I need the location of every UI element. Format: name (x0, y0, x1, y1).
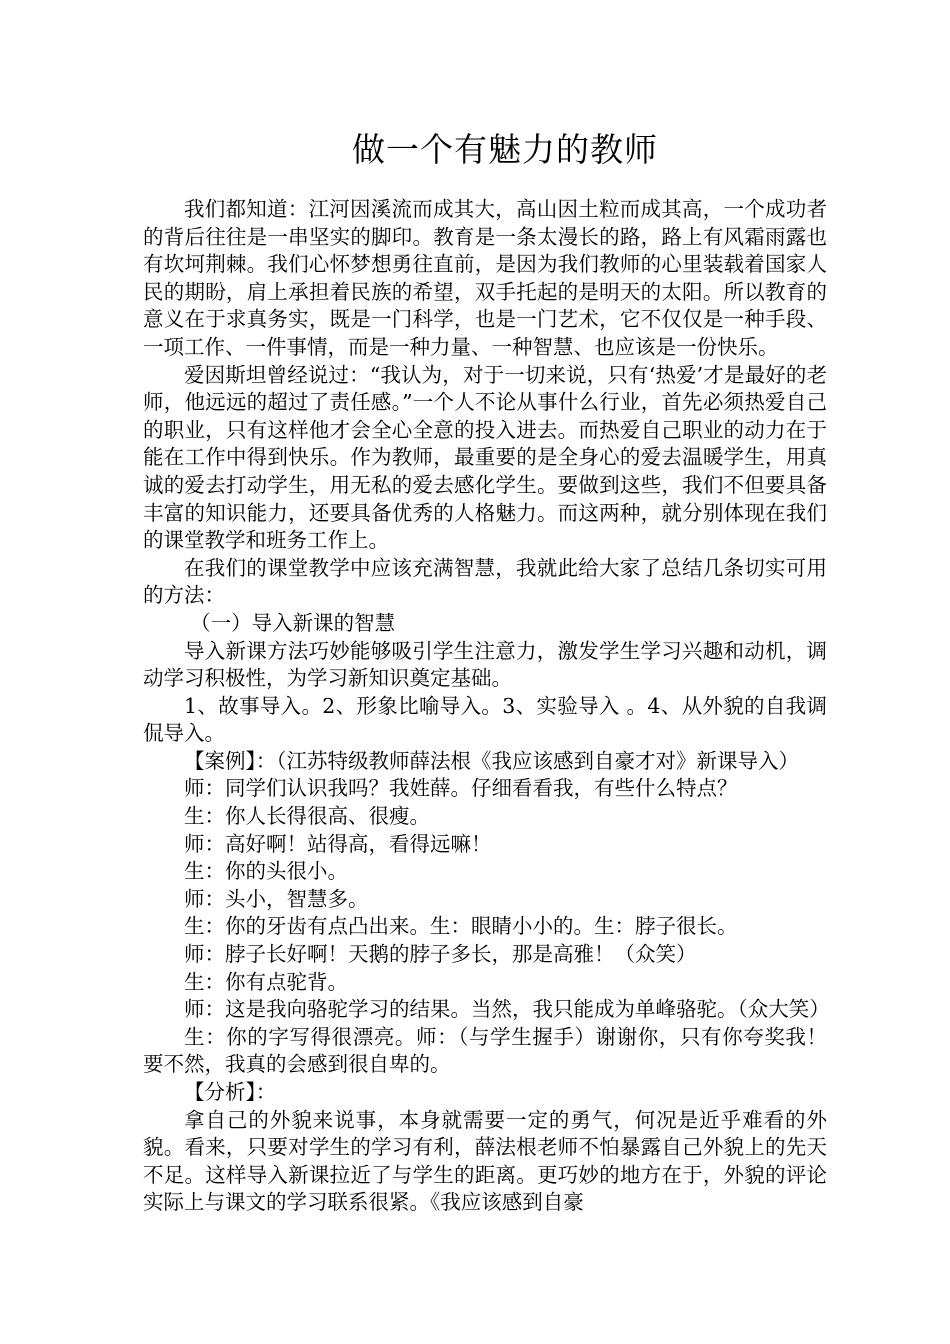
dialogue-line: 师：头小，智慧多。 (184, 886, 369, 911)
dialogue-line: 师：脖子长好啊！天鹅的脖子多长，那是高雅！（众笑） (184, 942, 697, 967)
dialogue-line: 生：你人长得很高、很瘦。 (184, 804, 430, 829)
paragraph-einstein: 爱因斯坦曾经说过：“我认为，对于一切来说，只有‘热爱’才是最好的老师，他远远的超过了责任感。”一个人不论从事什么行业，首先必须热爱自己的职业，只有这样他才会全心全意的投入进去。而热爱自己职业的动力在于能在工作中得到快乐。作为教师，最重要的是全身心的爱去温暖学生，用真诚的爱去打动学生，用无私的爱去感化学生。要做到这些，我们不但要具备丰富的知识能力，还要具备优秀的人格魅力。而这两种，就分别体现在我们的课堂教学和班务工作上。 (143, 362, 827, 553)
dialogue-line: 师：这是我向骆驼学习的结果。当然，我只能成为单峰骆驼。（众大笑） (184, 997, 830, 1022)
document-body (143, 196, 830, 1217)
dialogue-line: 师：高好啊！站得高，看得远嘛！ (184, 831, 492, 856)
case-heading: 【案例】：（江苏特级教师薛法根《我应该感到自豪才对》新课导入） (184, 748, 799, 773)
dialogue-line: 生：你的字写得很漂亮。师：（与学生握手）谢谢你，只有你夸奖我！要不然，我真的会感到很自卑的。 (143, 1024, 827, 1077)
section-heading: （一）导入新课的智慧 (190, 610, 396, 635)
paragraph-method-list: 1、故事导入。2、形象比喻导入。3、实验导入 。4、从外貌的自我调侃导入。 (143, 693, 827, 746)
dialogue-line: 生：你的头很小。 (184, 859, 348, 884)
document-title: 做一个有魅力的教师 (352, 130, 658, 169)
dialogue-line: 师：同学们认识我吗？我姓薛。仔细看看我，有些什么特点？ (184, 776, 738, 801)
dialogue-line: 生：你的牙齿有点凸出来。生：眼睛小小的。生：脖子很长。 (184, 914, 738, 939)
analysis-heading: 【分析】： (184, 1080, 277, 1104)
paragraph-methods-intro: 在我们的课堂教学中应该充满智慧，我就此给大家了总结几条切实可用的方法： (143, 555, 827, 608)
dialogue-line: 生：你有点驼背。 (184, 969, 348, 994)
paragraph-analysis: 拿自己的外貌来说事，本身就需要一定的勇气，何况是近乎难看的外貌。看来，只要对学生的学习有利，薛法根老师不怕暴露自己外貌上的先天不足。这样导入新课拉近了与学生的距离。更巧妙的地方在于，外貌的评论实际上与课文的学习联系很紧。《我应该感到自豪 (143, 1107, 827, 1215)
paragraph-intro: 我们都知道：江河因溪流而成其大，高山因土粒而成其高，一个成功者的背后往往是一串坚实的脚印。教育是一条太漫长的路，路上有风霜雨露也有坎坷荆棘。我们心怀梦想勇往直前，是因为我们教师的心里装载着国家人民的期盼，肩上承担着民族的希望，双手托起的是明天的太阳。所以教育的意义在于求真务实，既是一门科学，也是一门艺术，它不仅仅是一种手段、一项工作、一件事情，而是一种力量、一种智慧、也应该是一份快乐。 (143, 197, 827, 359)
paragraph-lead-in: 导入新课方法巧妙能够吸引学生注意力，激发学生学习兴趣和动机，调动学习积极性，为学习新知识奠定基础。 (143, 638, 827, 691)
